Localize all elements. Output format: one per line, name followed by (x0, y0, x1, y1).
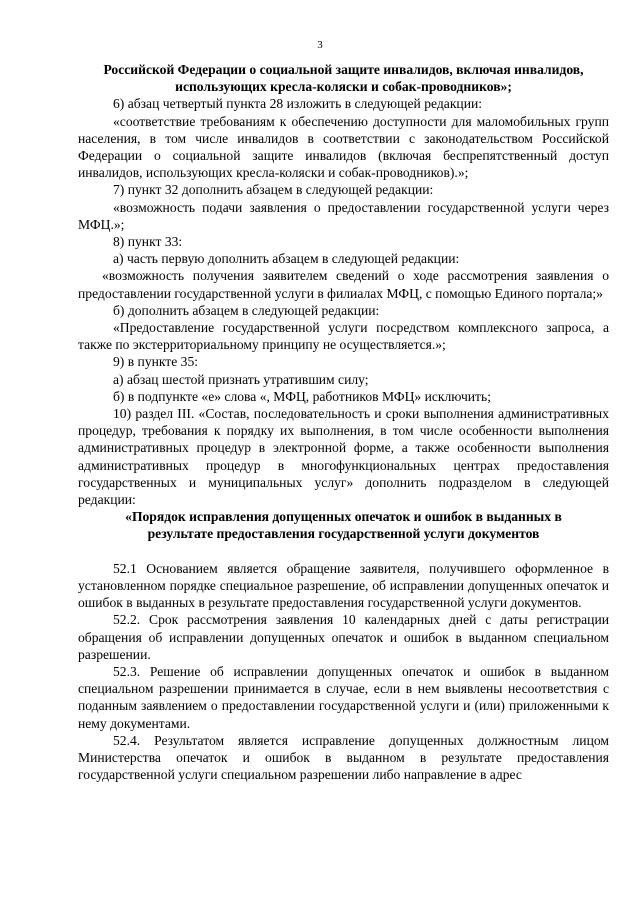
paragraph-quote-status: «возможность получения заявителем сведений о ходе рассмотрения заявления о предоставлении государственной услуги в филиалах МФЦ, с помощью Единого портала;» (78, 268, 609, 301)
paragraph-item-7: 7) пункт 32 дополнить абзацем в следующей редакции: (113, 182, 434, 198)
paragraph-52-3: 52.3. Решение об исправлении допущенных опечаток и ошибок в выданном специальном разрешении принимается в случае, если в нем выявлены несоответствия с поданным заявлением о предоставлении государственной услуги и (или) приложенными к нему документами. (78, 663, 609, 731)
paragraph-item-8b: б) дополнить абзацем в следующей редакции: (113, 302, 380, 318)
paragraph-52-1: 52.1 Основанием является обращение заявителя, получившего оформленное в установленном порядке специальное разрешение, об исправлении допущенных опечаток и ошибок в выданных в результате предоставления государственной услуги документов. (78, 560, 609, 611)
section-heading: «Порядок исправления допущенных опечаток и ошибок в выданных в результате предоставления государственной услуги документов (125, 509, 562, 542)
heading-continuation: Российской Федерации о социальной защите инвалидов, включая инвалидов, использующих кресла-коляски и собак-проводников»; (103, 62, 584, 95)
paragraph-item-8a: а) часть первую дополнить абзацем в следующей редакции: (113, 251, 460, 267)
paragraph-quote-mfc: «возможность подачи заявления о предоставлении государственной услуги через МФЦ.»; (78, 199, 609, 232)
paragraph-quote-accessibility: «соответствие требованиям к обеспечению доступности для маломобильных групп населения, в том числе инвалидов в соответствии с законодательством Российской Федерации о социальной защите инвалидов (включая беспрепятственный доступ инвалидов, использующих кресла-коляски и собак-проводников).»; (78, 113, 609, 181)
paragraph-item-9b: б) в подпункте «е» слова «, МФЦ, работников МФЦ» исключить; (113, 388, 491, 404)
paragraph-52-4: 52.4. Результатом является исправление допущенных должностным лицом Министерства опечаток и ошибок в выданном в результате предоставления государственной услуги специальном разрешении либо направление в адрес (78, 732, 609, 783)
paragraph-item-6: 6) абзац четвертый пункта 28 изложить в следующей редакции: (113, 96, 483, 112)
paragraph-item-9: 9) в пункте 35: (113, 354, 199, 370)
document-body (78, 61, 609, 783)
paragraph-item-10: 10) раздел III. «Состав, последовательность и сроки выполнения административных процедур, требования к порядку их выполнения, в том числе особенности выполнения административных процедур в электронной форме, а также особенности выполнения административных процедур в многофункциональных центрах предоставления государственных и муниципальных услуг» дополнить подразделом в следующей редакции: (78, 406, 609, 508)
paragraph-52-2: 52.2. Срок рассмотрения заявления 10 календарных дней с даты регистрации обращения об исправлении допущенных опечаток и ошибок в выданном специальном разрешении. (78, 612, 609, 662)
page-number: 3 (317, 39, 323, 51)
paragraph-item-9a: а) абзац шестой признать утратившим силу; (113, 371, 369, 387)
paragraph-quote-complex: «Предоставление государственной услуги посредством комплексного запроса, а также по экстерриториальному принципу не осуществляется.»; (78, 320, 609, 353)
section-spacer (78, 543, 609, 560)
paragraph-item-8: 8) пункт 33: (113, 234, 183, 250)
